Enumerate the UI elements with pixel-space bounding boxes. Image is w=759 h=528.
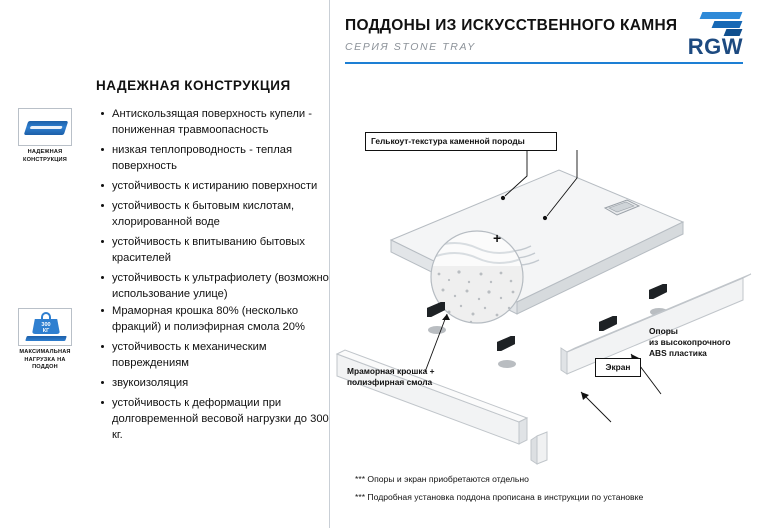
right-column (331, 0, 759, 528)
callout-supports-line1: Опоры (649, 326, 678, 336)
callout-marble-line1: Мраморная крошка + (347, 366, 435, 376)
tray-icon (24, 121, 69, 135)
list-item: устойчивость к истиранию поверхности (112, 178, 334, 194)
callout-supports (649, 326, 759, 359)
badge-caption-line1: НАДЕЖНАЯ (27, 149, 63, 155)
badge-caption-line2: НАГРУЗКА НА ПОДДОН (24, 356, 66, 371)
list-item: Мраморная крошка 80% (несколько фракций) и полиэфирная смола 20% (112, 303, 334, 335)
logo-mark-icon (697, 12, 743, 34)
callout-marble-line2: полиэфирная смола (347, 376, 433, 387)
list-item: звукоизоляция (112, 375, 334, 391)
left-section-title: НАДЕЖНАЯ КОНСТРУКЦИЯ (96, 78, 291, 93)
badge-icon-box (18, 308, 72, 346)
callout-supports-line3: ABS пластика (649, 347, 707, 358)
callout-supports-line2: из высокопрочного (649, 336, 731, 347)
list-item: устойчивость к деформации при долговременной весовой нагрузки до 300 кг. (112, 395, 334, 444)
badge-reliable-construction (16, 108, 74, 164)
page-title: ПОДДОНЫ ИЗ ИСКУССТВЕННОГО КАМНЯ (345, 17, 678, 34)
list-item: устойчивость к механическим повреждениям (112, 339, 334, 371)
badge-max-load (16, 308, 74, 372)
logo-wordmark: RGW (687, 34, 743, 59)
list-item: устойчивость к ультрафиолету (возможно использование улице) (112, 270, 334, 302)
badge-caption-line1: МАКСИМАЛЬНАЯ (19, 349, 71, 355)
weight-icon (32, 312, 60, 334)
callout-gelcoat: Гелькоут-текстура каменной породы (365, 132, 557, 151)
feature-list-load (98, 303, 334, 447)
weight-base-bar (25, 336, 67, 341)
weight-unit: КГ (42, 328, 50, 335)
badge-icon-box (18, 108, 72, 146)
list-item: низкая теплопроводность - теплая поверхность (112, 142, 334, 174)
rgw-logo (657, 12, 743, 60)
callout-screen: Экран (595, 358, 641, 377)
feature-list-construction (98, 106, 334, 306)
footnote-2: *** Подробная установка поддона прописана в инструкции по установке (355, 492, 644, 502)
header-divider (345, 62, 743, 64)
footnote-1: *** Опоры и экран приобретаются отдельно (355, 474, 529, 484)
product-illustration (331, 70, 759, 528)
page-subtitle: СЕРИЯ STONE TRAY (345, 41, 476, 53)
badge-caption-line2: КОНСТРУКЦИЯ (23, 156, 67, 163)
weight-value: 300 (41, 322, 51, 328)
list-item: Антискользящая поверхность купели - пониженная травмоопасность (112, 106, 334, 138)
list-item: устойчивость к впитыванию бытовых красителей (112, 234, 334, 266)
callout-marble (347, 366, 475, 388)
left-column (0, 0, 330, 528)
list-item: устойчивость к бытовым кислотам, хлорированной воде (112, 198, 334, 230)
plus-sign: + (493, 230, 502, 246)
